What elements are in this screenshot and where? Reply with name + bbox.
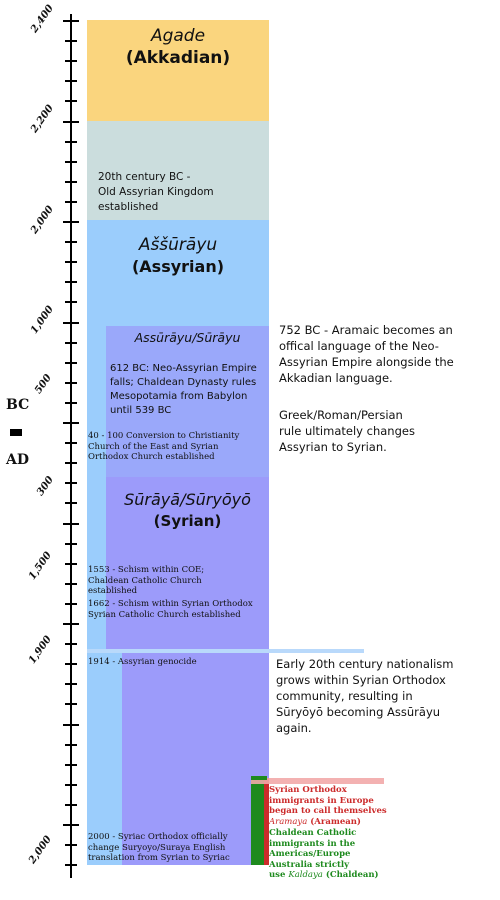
- axis-tick: [65, 261, 77, 263]
- bc-ad-divider: [10, 429, 22, 436]
- diaspora-pink-strip: [251, 778, 384, 784]
- axis-tick: [65, 161, 77, 163]
- axis-tick: [65, 241, 77, 243]
- axis-tick: [63, 20, 79, 22]
- axis-tick: [65, 60, 77, 62]
- axis-tick: [65, 764, 77, 766]
- tick-label: 1,900: [26, 634, 54, 666]
- bc-label: BC: [6, 397, 30, 413]
- axis-tick: [65, 281, 77, 283]
- axis-tick: [65, 80, 77, 82]
- greek-roman-note: Greek/Roman/Persian rule ultimately changes Assyrian to Syrian.: [279, 408, 415, 454]
- timeline-axis-line: [70, 14, 72, 878]
- tick-label: 1,500: [26, 550, 54, 582]
- assyrian-title-line1: Aššūrāyu: [138, 235, 218, 255]
- christianity-note: 40 - 100 Conversion to Christianity Church of the East and Syrian Orthodox Church established: [88, 431, 240, 462]
- chaldean-term: (Chaldean): [322, 870, 379, 880]
- aramaic-note: 752 BC - Aramaic becomes an offical language of the Neo- Assyrian Empire alongside the Akkadian language.: [279, 323, 454, 385]
- axis-tick: [65, 442, 77, 444]
- nationalism-marker-line: [87, 649, 364, 653]
- tick-label: 2,000: [28, 204, 56, 236]
- tick-label: 300: [34, 474, 56, 498]
- axis-tick: [65, 703, 77, 705]
- schism-syrian-orthodox-note: 1662 - Schism within Syrian Orthodox Syrian Catholic Church established: [88, 599, 253, 620]
- akkadian-title-line1: Agade: [150, 26, 206, 46]
- axis-tick: [63, 422, 79, 424]
- akkadian-title-line2: (Akkadian): [125, 48, 231, 68]
- chaldean-catholic-diaspora-note: [269, 828, 409, 881]
- axis-tick: [65, 382, 77, 384]
- axis-tick: [65, 643, 77, 645]
- assyrian-title-line2: (Assyrian): [131, 257, 225, 276]
- axis-tick: [65, 683, 77, 685]
- axis-tick: [65, 362, 77, 364]
- aramaya-term: Aramaya: [269, 816, 308, 827]
- diaspora-green-strip: [251, 776, 267, 780]
- axis-tick: [65, 844, 77, 846]
- nationalism-note: Early 20th century nationalism grows within Syrian Orthodox community, resulting in Sūryōyō becoming Assūrāyu again.: [276, 657, 454, 735]
- axis-tick: [65, 301, 77, 303]
- axis-tick: [65, 342, 77, 344]
- axis-tick: [65, 784, 77, 786]
- axis-tick: [65, 804, 77, 806]
- chaldean-catholic-diaspora-text: Chaldean Catholic immigrants in the Americas/Europe Australia strictly use: [269, 828, 357, 880]
- axis-tick: [63, 824, 79, 826]
- kaldaya-term: Kaldaya: [288, 870, 323, 880]
- axis-tick: [65, 502, 77, 504]
- schism-coe-note: 1553 - Schism within COE; Chaldean Catholic Church established: [88, 565, 205, 596]
- axis-tick: [65, 100, 77, 102]
- syrian-orthodox-diaspora-note: [269, 785, 409, 827]
- axis-tick: [63, 322, 79, 324]
- old-assyrian-note: 20th century BC - Old Assyrian Kingdom established: [98, 171, 214, 213]
- axis-tick: [63, 221, 79, 223]
- axis-tick: [65, 40, 77, 42]
- syrian-title-line1: Sūrāyā/Sūryōyō: [124, 490, 251, 509]
- axis-tick: [65, 402, 77, 404]
- axis-tick: [65, 462, 77, 464]
- axis-tick: [65, 583, 77, 585]
- axis-tick: [63, 724, 79, 726]
- axis-tick: [65, 603, 77, 605]
- syrian-orthodox-diaspora-text: Syrian Orthodox immigrants in Europe began to call themselves: [269, 785, 387, 816]
- tick-label: 2,200: [28, 103, 56, 135]
- tick-label: 2,000: [26, 834, 54, 866]
- neo-assyrian-fall-note: 612 BC: Neo-Assyrian Empire falls; Chaldean Dynasty rules Mesopotamia from Babylon until 539 BC: [110, 363, 257, 416]
- axis-tick: [63, 623, 79, 625]
- tick-label: 500: [32, 372, 54, 396]
- genocide-note: 1914 - Assyrian genocide: [88, 657, 197, 667]
- axis-tick: [65, 141, 77, 143]
- axis-tick: [65, 543, 77, 545]
- tick-label: 1,000: [28, 304, 56, 336]
- axis-tick: [63, 523, 79, 525]
- axis-tick: [65, 864, 77, 866]
- axis-tick: [65, 482, 77, 484]
- tick-label: 2,400: [28, 3, 56, 35]
- ad-label: AD: [6, 452, 30, 468]
- axis-tick: [65, 181, 77, 183]
- axis-tick: [65, 663, 77, 665]
- syrian-title-line2: (Syrian): [153, 512, 222, 530]
- axis-tick: [63, 121, 79, 123]
- axis-tick: [65, 563, 77, 565]
- axis-tick: [65, 201, 77, 203]
- assurayu-title: Assūrāyu/Sūrāyu: [134, 330, 241, 345]
- aramean-term: (Aramean): [307, 816, 361, 827]
- axis-tick: [65, 744, 77, 746]
- syriac-orthodox-2000-note: 2000 - Syriac Orthodox officially change Suryoyo/Suraya English translation from Syrian to Syriac: [88, 832, 230, 863]
